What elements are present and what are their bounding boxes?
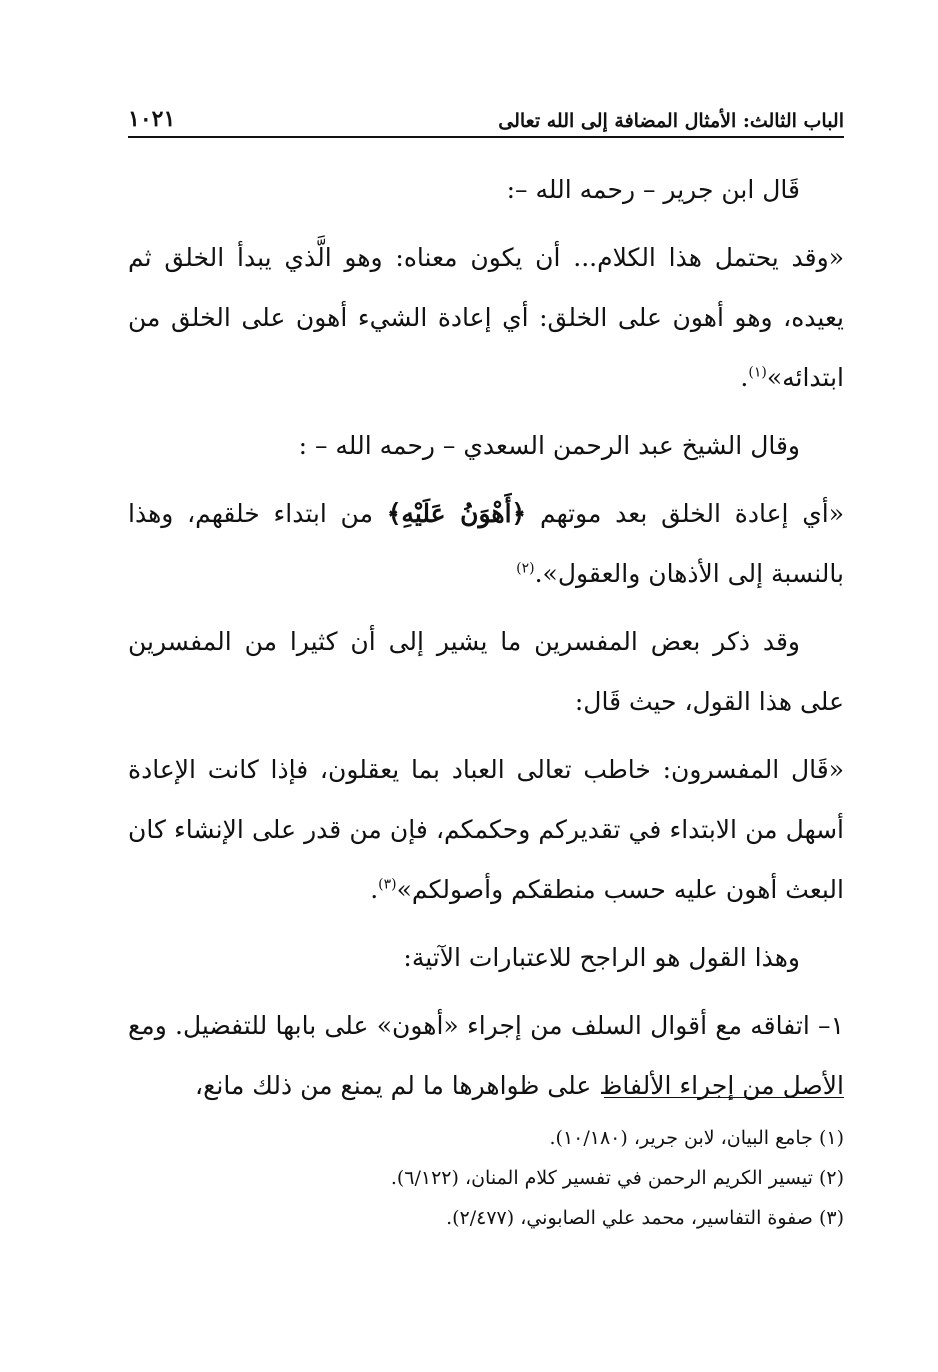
footnote-ref-3[interactable]: (٣) xyxy=(378,876,397,893)
paragraph-2 xyxy=(128,228,844,408)
paragraph-8 xyxy=(128,996,844,1116)
page-body xyxy=(128,160,844,1124)
paragraph-7-text: وهذا القول هو الراجح للاعتبارات الآتية: xyxy=(403,943,800,972)
footnote-2: (٢) تيسير الكريم الرحمن في تفسير كلام المنان، (٦/١٢٢). xyxy=(390,1167,844,1189)
paragraph-5-text: وقد ذكر بعض المفسرين ما يشير إلى أن كثيرا من المفسرين على هذا القول، حيث قَال: xyxy=(128,627,844,716)
paragraph-4-text-a: «أي إعادة الخلق بعد موتهم xyxy=(539,499,845,528)
paragraph-8-text: ١– اتفاقه مع أقوال السلف من إجراء «أهون» على بابها للتفضيل. ومع الأصل من إجراء الألفاظ على ظواهرها ما لم يمنع من ذلك مانع، xyxy=(128,1011,844,1100)
paragraph-2-end: . xyxy=(740,363,749,392)
paragraph-3 xyxy=(128,416,844,476)
header-rule xyxy=(128,136,844,138)
chapter-title: الباب الثالث: الأمثال المضافة إلى الله تعالى xyxy=(498,110,844,132)
paragraph-3-text: وقال الشيخ عبد الرحمن السعدي – رحمه الله – : xyxy=(298,431,800,460)
page-number: ١٠٢١ xyxy=(128,106,176,132)
page-header xyxy=(128,96,844,132)
quran-phrase: ﴿أَهْوَنُ عَلَيْهِ﴾ xyxy=(386,499,527,528)
paragraph-1 xyxy=(128,160,844,220)
paragraph-6 xyxy=(128,740,844,920)
footnote-separator xyxy=(604,1097,844,1098)
paragraph-2-text: «وقد يحتمل هذا الكلام... أن يكون معناه: وهو الَّذي يبدأ الخلق ثم يعيده، وهو أهون على الخلق: أي إعادة الشيء أهون على الخلق من ابتدائه» xyxy=(128,243,844,392)
paragraph-6-end: . xyxy=(370,875,379,904)
paragraph-4 xyxy=(128,484,844,604)
paragraph-1-text: قَال ابن جرير – رحمه الله –: xyxy=(506,175,800,204)
footnote-ref-1[interactable]: (١) xyxy=(748,364,767,381)
footnote-3: (٣) صفوة التفاسير، محمد علي الصابوني، (٢/٤٧٧). xyxy=(446,1207,844,1229)
paragraph-7 xyxy=(128,928,844,988)
footnote-1: (١) جامع البيان، لابن جرير، (١٠/١٨٠). xyxy=(549,1127,844,1149)
paragraph-5 xyxy=(128,612,844,732)
footnote-ref-2[interactable]: (٢) xyxy=(516,560,535,577)
footnotes xyxy=(128,1118,844,1238)
paragraph-4-text-b: من ابتداء خلقهم، وهذا بالنسبة إلى الأذهان والعقول». xyxy=(128,499,844,588)
paragraph-6-text: «قَال المفسرون: خاطب تعالى العباد بما يعقلون، فإذا كانت الإعادة أسهل من الابتداء في تقديركم وحكمكم، فإن من قدر على الإنشاء كان البعث أهون عليه حسب منطقكم وأصولكم» xyxy=(128,755,845,904)
